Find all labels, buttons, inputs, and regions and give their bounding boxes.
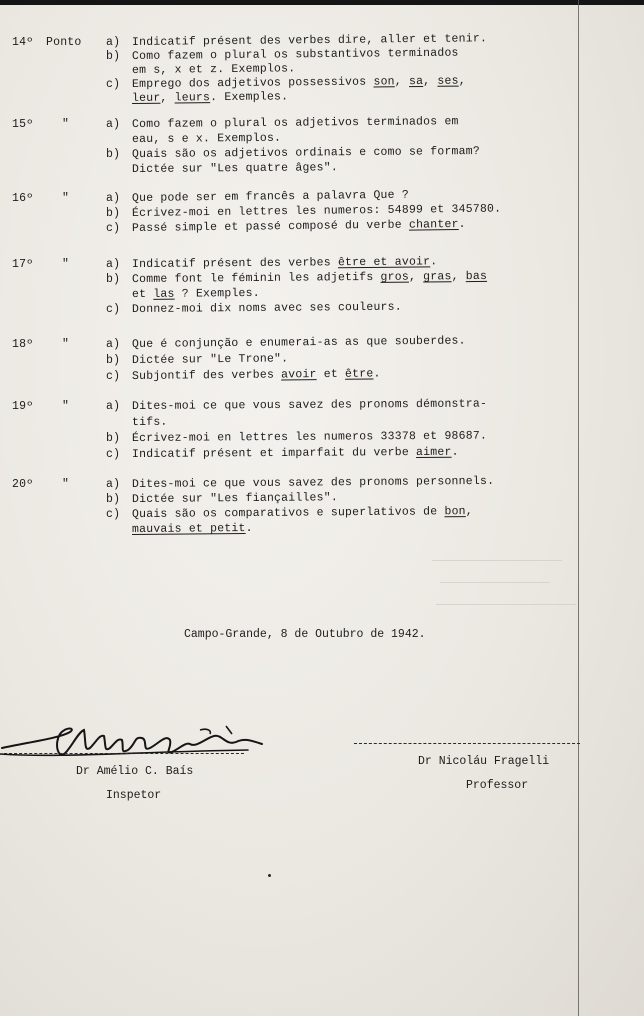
question-item-label: c) (106, 78, 121, 91)
question-text: . (373, 367, 381, 381)
question-item (132, 505, 473, 521)
question-text: . (245, 521, 253, 536)
inspector-name: Dr Amélio C. Baís (76, 765, 194, 778)
question-item (132, 398, 487, 413)
question-text: Dites-moi ce que vous savez des pronoms personnels. (131, 474, 495, 491)
question-number: 19º (12, 400, 34, 413)
question-item (132, 446, 459, 461)
question-item-label: a) (106, 478, 121, 491)
fold-line (578, 0, 579, 1016)
question-text: Como fazem o plural os adjetivos terminados em (131, 115, 459, 131)
question-text: Écrivez-moi en lettres les numeros 33378 et 98687. (131, 429, 488, 445)
question-text: , (465, 505, 473, 519)
question-text: ? Exemples. (174, 286, 260, 301)
underlined-term: aimer (415, 445, 452, 460)
underlined-term: bon (444, 505, 466, 519)
question-item-label: b) (106, 50, 121, 63)
paper-speck (268, 874, 271, 877)
question-text: , (408, 270, 424, 284)
underlined-term: bas (465, 269, 488, 284)
question-item-label: c) (106, 222, 121, 235)
bleed-through-mark (432, 560, 562, 567)
question-text: em s, x et z. Exemplos. (131, 62, 296, 77)
question-text: Écrivez-moi en lettres les numeros: 54899 et 345780. (131, 202, 502, 220)
question-text: Dictée sur "Le Trone". (131, 352, 289, 367)
question-item-label: a) (106, 258, 121, 271)
underlined-term: leur (131, 91, 161, 105)
signature-line-inspector (4, 753, 244, 754)
professor-role: Professor (466, 779, 529, 792)
question-item-continuation (132, 132, 281, 146)
underlined-term: avoir (281, 368, 317, 382)
question-text: , (423, 74, 438, 88)
question-item-label: b) (106, 148, 121, 161)
question-item-label: a) (106, 36, 121, 49)
question-item (132, 115, 459, 131)
question-text: . Exemples. (210, 90, 289, 105)
question-text: , (160, 91, 175, 105)
question-text: , (458, 74, 466, 88)
question-unit: " (62, 118, 70, 131)
underlined-term: son (373, 75, 395, 89)
question-number: 17º (12, 258, 34, 271)
question-item-continuation (132, 62, 295, 77)
underlined-term: las (153, 287, 175, 301)
question-text: Dites-moi ce que vous savez des pronoms démonstra- (131, 397, 488, 413)
question-text: et (131, 287, 154, 301)
question-item-label: b) (106, 432, 121, 445)
question-text: . (458, 217, 466, 232)
question-item (132, 335, 466, 351)
question-item (132, 475, 494, 491)
question-text: Indicatif présent et imparfait du verbe (131, 446, 417, 461)
place-date: Campo-Grande, 8 de Outubro de 1942. (184, 628, 426, 641)
question-item-label: c) (106, 448, 121, 461)
question-number: 16º (12, 192, 34, 205)
question-text: eau, s e x. Exemplos. (131, 131, 282, 146)
inspector-role: Inspetor (106, 789, 162, 802)
question-text: Indicatif présent des verbes dire, aller et tenir. (131, 32, 488, 49)
underlined-term: chanter (408, 218, 459, 232)
question-item (132, 430, 487, 445)
question-text: Quais são os comparativos e superlativos de (131, 505, 445, 521)
question-text: Indicatif présent des verbes (131, 256, 338, 271)
underlined-term: gros (380, 270, 409, 284)
question-item-continuation (132, 161, 338, 176)
question-unit: " (62, 258, 70, 271)
question-item-label: b) (106, 207, 121, 220)
question-item-label: b) (106, 273, 121, 286)
underlined-term: être (344, 367, 374, 381)
question-item (132, 189, 409, 205)
question-item-label: b) (106, 493, 121, 506)
question-text: tifs. (131, 415, 168, 429)
question-item (132, 218, 466, 235)
question-text: . (451, 445, 459, 459)
question-text: , (394, 75, 410, 89)
question-text: , (451, 270, 466, 284)
question-unit: " (62, 192, 70, 205)
question-item-label: a) (106, 338, 121, 351)
question-unit: Ponto (46, 36, 82, 49)
question-text: Quais são os adjetivos ordinais e como se formam? (131, 144, 481, 161)
underlined-term: être et avoir (337, 255, 431, 270)
question-item-continuation (132, 416, 168, 429)
question-item-label: c) (106, 370, 121, 383)
bleed-through-mark (436, 604, 576, 611)
signature-line-professor (354, 743, 580, 744)
question-item (132, 270, 487, 286)
question-text: Que pode ser em francês a palavra Que ? (131, 188, 410, 205)
question-number: 18º (12, 338, 34, 351)
question-item-continuation (132, 522, 253, 536)
question-text: Emprego dos adjetivos possessivos (131, 75, 374, 91)
question-item-label: b) (106, 354, 121, 367)
question-item-label: c) (106, 508, 121, 521)
bleed-through-mark (440, 582, 550, 589)
question-item-label: a) (106, 192, 121, 205)
underlined-term: gras (423, 270, 452, 284)
question-item (132, 47, 459, 63)
question-text: Subjontif des verbes (131, 368, 282, 383)
underlined-term: ses (437, 74, 459, 88)
question-text: Dictée sur "Les fiançailles". (131, 491, 338, 506)
question-item (132, 367, 381, 383)
underlined-term: sa (408, 74, 424, 89)
question-item-continuation (132, 287, 260, 301)
question-item (132, 491, 338, 506)
question-text: et (316, 367, 346, 382)
page-top-edge (0, 0, 644, 5)
question-unit: " (62, 338, 70, 351)
question-text: . (430, 255, 438, 269)
question-item-continuation (132, 90, 288, 105)
underlined-term: mauvais et petit (131, 522, 246, 536)
question-number: 14º (12, 36, 34, 49)
question-unit: " (62, 400, 70, 413)
question-text: Donnez-moi dix noms avec ses couleurs. (131, 300, 402, 316)
question-item-label: a) (106, 400, 121, 413)
question-text: Dictée sur "Les quatre âges". (131, 161, 338, 176)
underlined-term: leurs (174, 91, 211, 105)
inspector-signature (0, 718, 270, 766)
professor-name: Dr Nicoláu Fragelli (418, 755, 550, 768)
question-text: Que é conjunção e enumerai-as as que souberdes. (131, 334, 466, 351)
question-item (132, 75, 466, 91)
question-text: Comme font le féminin les adjetifs (131, 270, 381, 286)
question-item (132, 352, 288, 367)
question-item (132, 301, 402, 316)
question-item (132, 145, 480, 161)
question-item-label: a) (106, 118, 121, 131)
question-text: Passé simple et passé composé du verbe (131, 218, 410, 235)
question-item (132, 255, 437, 271)
question-number: 20º (12, 478, 34, 491)
question-number: 15º (12, 118, 34, 131)
question-unit: " (62, 478, 70, 491)
question-text: Como fazem o plural os substantivos terminados (131, 46, 459, 63)
question-item-label: c) (106, 303, 121, 316)
